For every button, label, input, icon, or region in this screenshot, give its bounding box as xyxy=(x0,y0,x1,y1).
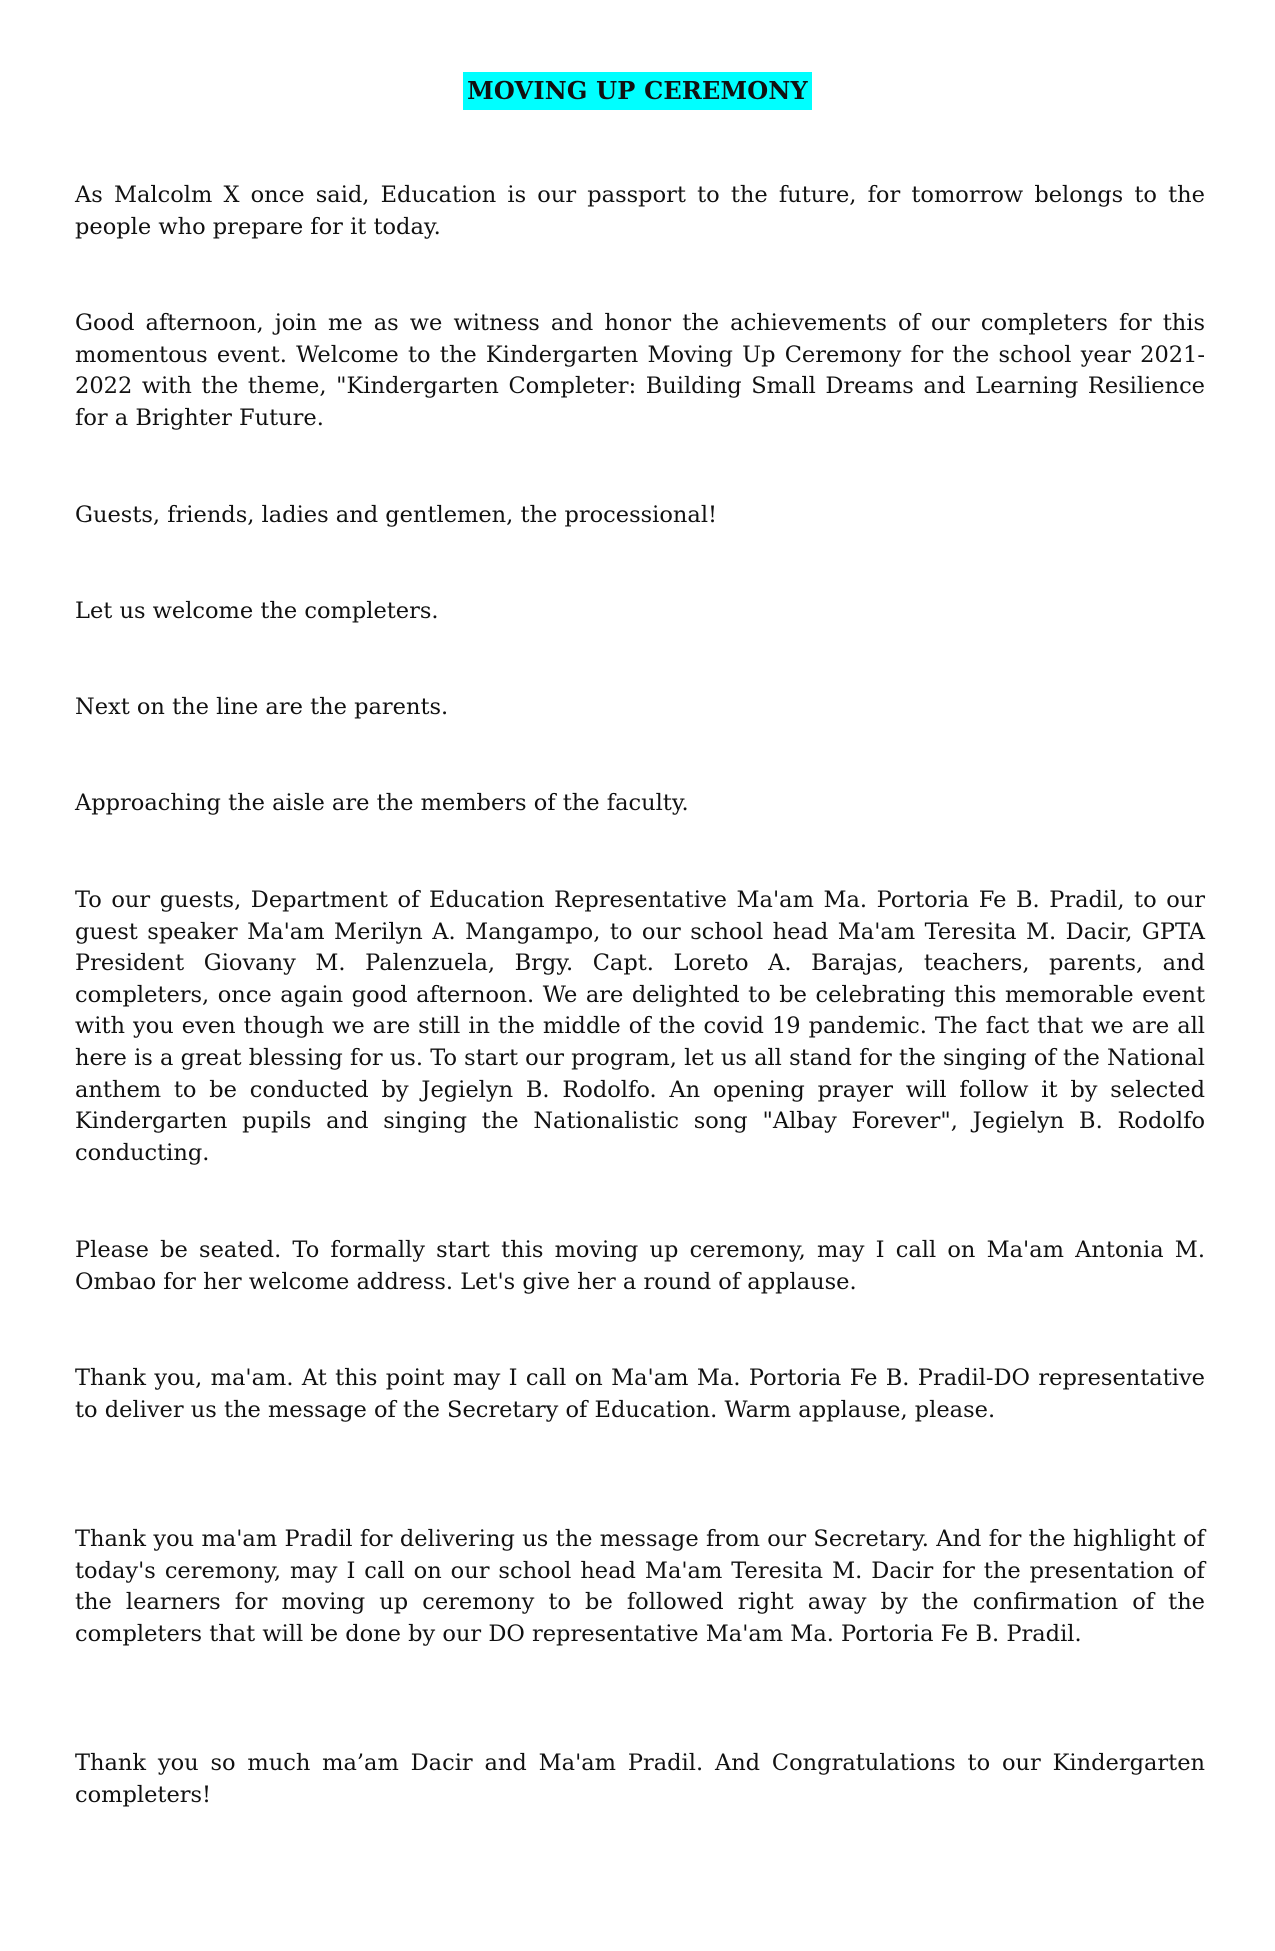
paragraph-guests: To our guests, Department of Education Representative Ma'am Ma. Portoria Fe B. Pradil, to our guest speaker Ma'am Merilyn A. Mangampo, to our school head Ma'am Teresita M. Dacir, GPTA President Giovany M. Palenzuela, Brgy. Capt. Loreto A. Barajas, teachers, parents, and completers, once again good afternoon. We are delighted to be celebrating this memorable event with you even though we are still in the middle of the covid 19 pandemic. The fact that we are all here is a great blessing for us. To start our program, let us all stand for the singing of the National anthem to be conducted by Jegielyn B. Rodolfo. An opening prayer will follow it by selected Kindergarten pupils and singing the Nationalistic song "Albay Forever", Jegielyn B. Rodolfo conducting. xyxy=(75,887,1205,1166)
paragraph-welcome: Good afternoon, join me as we witness and honor the achievements of our completers for this momentous event. Welcome to the Kindergarten Moving Up Ceremony for the school year 2021-2022 with the theme, "Kindergarten Completer: Building Small Dreams and Learning Resilience for a Brighter Future. xyxy=(75,310,1205,431)
paragraph-malcolm-quote: As Malcolm X once said, Education is our passport to the future, for tomorrow belongs to the people who prepare for it today. xyxy=(75,182,1205,240)
paragraph-faculty: Approaching the aisle are the members of the faculty. xyxy=(75,790,689,816)
paragraph-processional: Guests, friends, ladies and gentlemen, the processional! xyxy=(75,502,718,528)
paragraph-congratulations: Thank you so much ma’am Dacir and Ma'am Pradil. And Congratulations to our Kindergarten completers! xyxy=(75,1750,1205,1808)
paragraph-completers: Let us welcome the completers. xyxy=(75,598,439,624)
paragraph-parents: Next on the line are the parents. xyxy=(75,694,449,720)
title-container xyxy=(0,72,1275,110)
paragraph-presentation: Thank you ma'am Pradil for delivering us the message from our Secretary. And for the highlight of today's ceremony, may I call on our school head Ma'am Teresita M. Dacir for the presentation of the learners for moving up ceremony to be followed right away by the confirmation of the completers that will be done by our DO representative Ma'am Ma. Portoria Fe B. Pradil. xyxy=(75,1526,1205,1647)
paragraph-welcome-address: Please be seated. To formally start this moving up ceremony, may I call on Ma'am Antonia M. Ombao for her welcome address. Let's give her a round of applause. xyxy=(75,1237,1205,1295)
paragraph-deped-message: Thank you, ma'am. At this point may I call on Ma'am Ma. Portoria Fe B. Pradil-DO representative to deliver us the message of the Secretary of Education. Warm applause, please. xyxy=(75,1365,1205,1423)
page-title: MOVING UP CEREMONY xyxy=(463,72,812,110)
